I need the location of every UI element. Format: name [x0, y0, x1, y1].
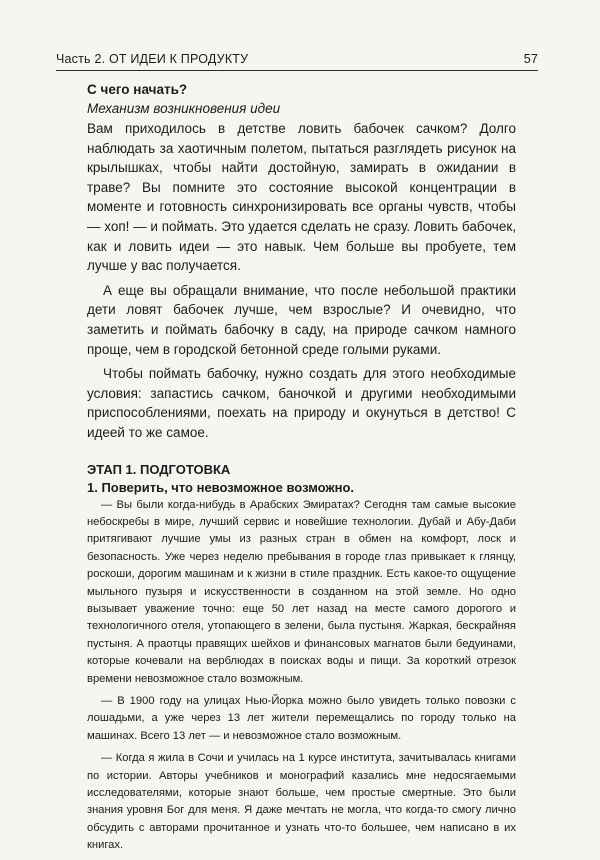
paragraph: — Когда я жила в Сочи и училась на 1 курсе института, зачитывалась книгами по истории. Авторы учебников и монографий казались мне недосягаемыми исследователями, которые знают больше, чем простые смертные. Это были знания уровня Бог для меня. Я даже мечтать не могла, что когда-то смогу лично обсудить с авторами прочитанное и узнать что-то большее, чем написано в их книгах.	[87, 752, 516, 852]
paragraph: — Вы были когда-нибудь в Арабских Эмиратах? Сегодня там самые высокие небоскребы в мире, лучший сервис и новейшие технологии. Дубай и Абу-Даби притягивают лучшие умы из разных стран в обмен на комфорт, лоск и безопасность. Уже через неделю пребывания в городе глаз привыкает к глянцу, роскоши, дорогим машинам и к жизни в стиле праздник. Есть какое-то ощущение мыльного пузыря и искусственности в созданном на этой земле. Но одно вызывает уважение точно: еще 50 лет назад на месте самого дорогого и технологичного отеля, утопающего в зелени, была пустыня. Жаркая, бескрайняя пустыня. А праотцы правящих шейхов и финансовых магнатов были бедуинами, которые кочевали на верблюдах в поисках воды и пищи. За короткий отрезок времени невозможное стало возможным.	[87, 498, 516, 685]
section-title: С чего начать?	[87, 82, 188, 97]
stage-title: ЭТАП 1. ПОДГОТОВКА	[87, 461, 231, 477]
page-content	[87, 80, 516, 860]
paragraph: А еще вы обращали внимание, что после небольшой практики дети ловят бабочек лучше, чем взрослые? И очевидно, что заметить и поймать бабочку в саду, на природе сачком намного проще, чем в городской бетонной среде голыми руками.	[87, 282, 516, 357]
header-rule	[56, 70, 538, 71]
page-number: 57	[523, 52, 538, 66]
section-subtitle: Механизм возникновения идеи	[87, 101, 281, 116]
paragraph: — В 1900 году на улицах Нью-Йорка можно было увидеть только повозки с лошадьми, а уже через 13 лет жители перемещались по городу только на машинах. Всего 13 лет — и невозможное стало возможным.	[87, 694, 516, 742]
running-header	[56, 52, 538, 66]
chapter-title: Часть 2. ОТ ИДЕИ К ПРОДУКТУ	[56, 52, 249, 66]
stage-subtitle: 1. Поверить, что невозможное возможно.	[87, 479, 355, 495]
paragraph: Чтобы поймать бабочку, нужно создать для этого необходимые условия: запастись сачком, баночкой и другими необходимыми приспособлениями, поехать на природу и окунуться в детство! С идеей то же самое.	[87, 366, 516, 440]
paragraph: Вам приходилось в детстве ловить бабочек сачком? Долго наблюдать за хаотичным полетом, пытаться разглядеть рисунок на крылышках, чтобы найти достойную, замирать в ожидании в траве? Вы помните это состояние высокой концентрации в моменте и готовность синхронизировать все органы чувств, чтобы — хоп! — и поймать. Это удается сделать не сразу. Ловить бабочек, как и ловить идеи — это навык. Чем больше вы пробуете, тем лучше у вас получается.	[87, 121, 516, 274]
